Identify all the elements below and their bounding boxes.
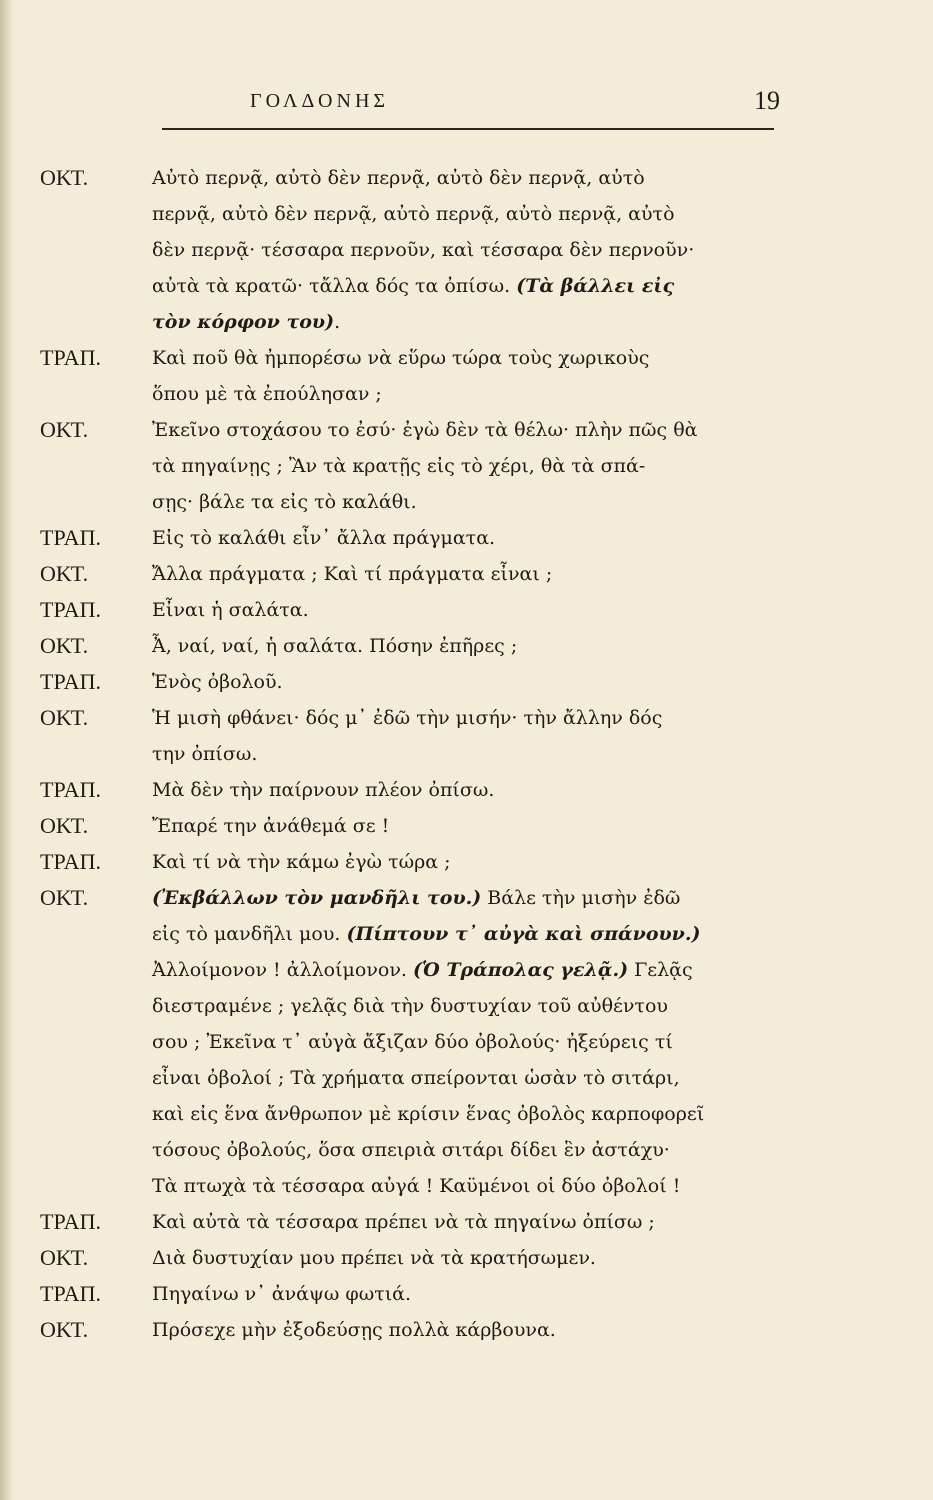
speech-segment: Ἐκεῖνο στοχάσου το ἐσύ· ἐγὼ δὲν τὰ θέλω· πλὴν πῶς θὰ xyxy=(152,419,698,441)
speech-segment: Καὶ τί νὰ τὴν κάμω ἐγὼ τώρα ; xyxy=(152,851,451,873)
speech-text xyxy=(152,592,788,628)
dialogue-turn xyxy=(40,1276,800,1312)
speech-segment: τόσους ὀβολούς, ὅσα σπειριὰ σιτάρι δίδει ἓν ἀστάχυ· xyxy=(152,1139,670,1161)
speech-text xyxy=(152,1312,788,1348)
text-line xyxy=(152,664,788,700)
speaker-label: ΤΡΑΠ. xyxy=(40,345,101,370)
running-title: ΓΟΛΔΟΝΗΣ xyxy=(250,90,390,112)
speech-segment: σου ; Ἐκεῖνα τ᾿ αὐγὰ ἄξιζαν δύο ὀβολούς· ἠξεύρεις τί xyxy=(152,1031,673,1053)
speech-segment: διεστραμένε ; γελᾷς διὰ τὴν δυστυχίαν τοῦ αὐθέντου xyxy=(152,995,668,1017)
text-line xyxy=(152,1312,788,1348)
speaker-label: ΤΡΑΠ. xyxy=(40,1209,101,1234)
text-line xyxy=(152,700,788,736)
speech-segment: καὶ εἰς ἕνα ἄνθρωπον μὲ κρίσιν ἕνας ὀβολὸς καρποφορεῖ xyxy=(152,1103,705,1125)
speaker-label: ΤΡΑΠ. xyxy=(40,849,101,874)
page-header xyxy=(40,86,800,126)
speech-text xyxy=(152,160,788,340)
dialogue-turn xyxy=(40,844,800,880)
speech-text xyxy=(152,412,788,520)
speech-segment: Αὐτὸ περνᾷ, αὐτὸ δὲν περνᾷ, αὐτὸ δὲν περνᾷ, αὐτὸ xyxy=(152,167,645,189)
speech-segment: αὐτὰ τὰ κρατῶ· τἄλλα δός τα ὀπίσω. xyxy=(152,275,517,297)
speech-text xyxy=(152,340,788,412)
text-line xyxy=(152,556,788,592)
speech-text xyxy=(152,844,788,880)
speech-segment: Ἀλλοίμονον ! ἀλλοίμονον. xyxy=(152,959,413,981)
speech-text xyxy=(152,1204,788,1240)
stage-direction: (Ὁ Τράπολας γελᾷ.) xyxy=(412,959,629,981)
speech-segment: Μὰ δὲν τὴν παίρνουν πλέον ὀπίσω. xyxy=(152,779,495,801)
header-rule xyxy=(162,128,774,130)
speech-segment: Ἄλλα πράγματα ; Καὶ τί πράγματα εἶναι ; xyxy=(152,563,553,585)
speech-segment: περνᾷ, αὐτὸ δὲν περνᾷ, αὐτὸ περνᾷ, αὐτὸ περνᾷ, αὐτὸ xyxy=(152,203,675,225)
text-line xyxy=(152,1096,788,1132)
speech-segment: Καὶ αὐτὰ τὰ τέσσαρα πρέπει νὰ τὰ πηγαίνω ὀπίσω ; xyxy=(152,1211,655,1233)
page-number: 19 xyxy=(754,86,780,115)
dialogue-list xyxy=(40,160,800,1348)
speech-segment: εἰς τὸ μανδῆλι μου. xyxy=(152,923,347,945)
speech-segment: Ἆ, ναί, ναί, ἡ σαλάτα. Πόσην ἐπῆρες ; xyxy=(152,635,518,657)
stage-direction: (Ἐκβάλλων τὸν μανδῆλι του.) xyxy=(152,887,482,909)
speech-segment: Πηγαίνω ν᾿ ἀνάψω φωτιά. xyxy=(152,1283,412,1305)
speech-text xyxy=(152,1276,788,1312)
dialogue-turn xyxy=(40,1240,800,1276)
text-line xyxy=(152,520,788,556)
dialogue-turn xyxy=(40,1204,800,1240)
dialogue-turn xyxy=(40,628,800,664)
dialogue-turn xyxy=(40,700,800,772)
text-line xyxy=(152,772,788,808)
dialogue-turn xyxy=(40,808,800,844)
text-line xyxy=(152,1240,788,1276)
text-line xyxy=(152,1204,788,1240)
dialogue-turn xyxy=(40,1312,800,1348)
text-line xyxy=(152,628,788,664)
text-line xyxy=(152,1060,788,1096)
speaker-label: ΟΚΤ. xyxy=(40,165,89,190)
text-line xyxy=(152,988,788,1024)
text-line xyxy=(152,880,788,916)
speech-text xyxy=(152,880,788,1204)
book-page xyxy=(40,0,800,1500)
text-line xyxy=(152,160,788,196)
dialogue-turn xyxy=(40,664,800,700)
text-line xyxy=(152,844,788,880)
speaker-label: ΟΚΤ. xyxy=(40,813,89,838)
dialogue-turn xyxy=(40,520,800,556)
binding-edge xyxy=(0,0,14,1500)
speech-text xyxy=(152,664,788,700)
speech-segment: Βάλε τὴν μισὴν ἐδῶ xyxy=(481,887,681,909)
text-line xyxy=(152,268,788,304)
dialogue-turn xyxy=(40,592,800,628)
speech-segment: Καὶ ποῦ θὰ ἠμπορέσω νὰ εὕρω τώρα τοὺς χωρικοὺς xyxy=(152,347,650,369)
text-line xyxy=(152,196,788,232)
speaker-label: ΤΡΑΠ. xyxy=(40,525,101,550)
speech-segment: ὅπου μὲ τὰ ἐπούλησαν ; xyxy=(152,383,382,405)
stage-direction: (Πίπτουν τ᾿ αὐγὰ καὶ σπάνουν.) xyxy=(346,923,701,945)
stage-direction: (Τὰ βάλλει εἰς xyxy=(516,275,675,297)
speech-segment: Εἶναι ἡ σαλάτα. xyxy=(152,599,309,621)
text-line xyxy=(152,340,788,376)
speech-segment: Ἑνὸς ὀβολοῦ. xyxy=(152,671,283,693)
speech-text xyxy=(152,628,788,664)
speaker-label: ΟΚΤ. xyxy=(40,1245,89,1270)
speaker-label: ΟΚΤ. xyxy=(40,705,89,730)
text-line xyxy=(152,1276,788,1312)
text-line xyxy=(152,1024,788,1060)
dialogue-turn xyxy=(40,160,800,340)
speech-segment: δὲν περνᾷ· τέσσαρα περνοῦν, καὶ τέσσαρα δὲν περνοῦν· xyxy=(152,239,695,261)
speaker-label: ΤΡΑΠ. xyxy=(40,597,101,622)
speech-segment: Γελᾷς xyxy=(628,959,693,981)
text-line xyxy=(152,376,788,412)
text-line xyxy=(152,448,788,484)
speech-segment: τὰ πηγαίνῃς ; Ἂν τὰ κρατῇς εἰς τὸ χέρι, θὰ τὰ σπά- xyxy=(152,455,646,477)
speaker-label: ΟΚΤ. xyxy=(40,561,89,586)
speaker-label: ΤΡΑΠ. xyxy=(40,1281,101,1306)
speech-text xyxy=(152,1240,788,1276)
text-line xyxy=(152,916,788,952)
text-line xyxy=(152,736,788,772)
dialogue-turn xyxy=(40,880,800,1204)
text-line xyxy=(152,592,788,628)
dialogue-turn xyxy=(40,340,800,412)
speech-segment: Ἡ μισὴ φθάνει· δός μ᾿ ἐδῶ τὴν μισήν· τὴν ἄλλην δός xyxy=(152,707,663,729)
speech-segment: Ἔπαρέ την ἀνάθεμά σε ! xyxy=(152,815,390,837)
text-line xyxy=(152,304,788,340)
speech-segment: Εἰς τὸ καλάθι εἶν᾿ ἄλλα πράγματα. xyxy=(152,527,496,549)
speech-segment: . xyxy=(334,311,341,333)
text-line xyxy=(152,808,788,844)
speech-text xyxy=(152,808,788,844)
speech-segment: την ὀπίσω. xyxy=(152,743,258,765)
speech-text xyxy=(152,520,788,556)
text-line xyxy=(152,232,788,268)
speech-text xyxy=(152,556,788,592)
speaker-label: ΟΚΤ. xyxy=(40,885,89,910)
speaker-label: ΟΚΤ. xyxy=(40,417,89,442)
speech-text xyxy=(152,772,788,808)
stage-direction: τὸν κόρφον του) xyxy=(152,311,335,333)
text-line xyxy=(152,412,788,448)
text-line xyxy=(152,952,788,988)
dialogue-turn xyxy=(40,556,800,592)
dialogue-turn xyxy=(40,412,800,520)
text-line xyxy=(152,484,788,520)
speech-segment: Πρόσεχε μὴν ἐξοδεύσῃς πολλὰ κάρβουνα. xyxy=(152,1319,556,1341)
speaker-label: ΟΚΤ. xyxy=(40,1317,89,1342)
speech-segment: Τὰ πτωχὰ τὰ τέσσαρα αὐγά ! Καϋμένοι οἱ δύο ὀβολοί ! xyxy=(152,1175,681,1197)
speech-segment: Διὰ δυστυχίαν μου πρέπει νὰ τὰ κρατήσωμεν. xyxy=(152,1247,596,1269)
speech-segment: εἶναι ὀβολοί ; Τὰ χρήματα σπείρονται ὡσὰν τὸ σιτάρι, xyxy=(152,1067,680,1089)
speech-text xyxy=(152,700,788,772)
dialogue-turn xyxy=(40,772,800,808)
speaker-label: ΟΚΤ. xyxy=(40,633,89,658)
text-line xyxy=(152,1132,788,1168)
speaker-label: ΤΡΑΠ. xyxy=(40,669,101,694)
speech-segment: σῃς· βάλε τα εἰς τὸ καλάθι. xyxy=(152,491,417,513)
speaker-label: ΤΡΑΠ. xyxy=(40,777,101,802)
text-line xyxy=(152,1168,788,1204)
